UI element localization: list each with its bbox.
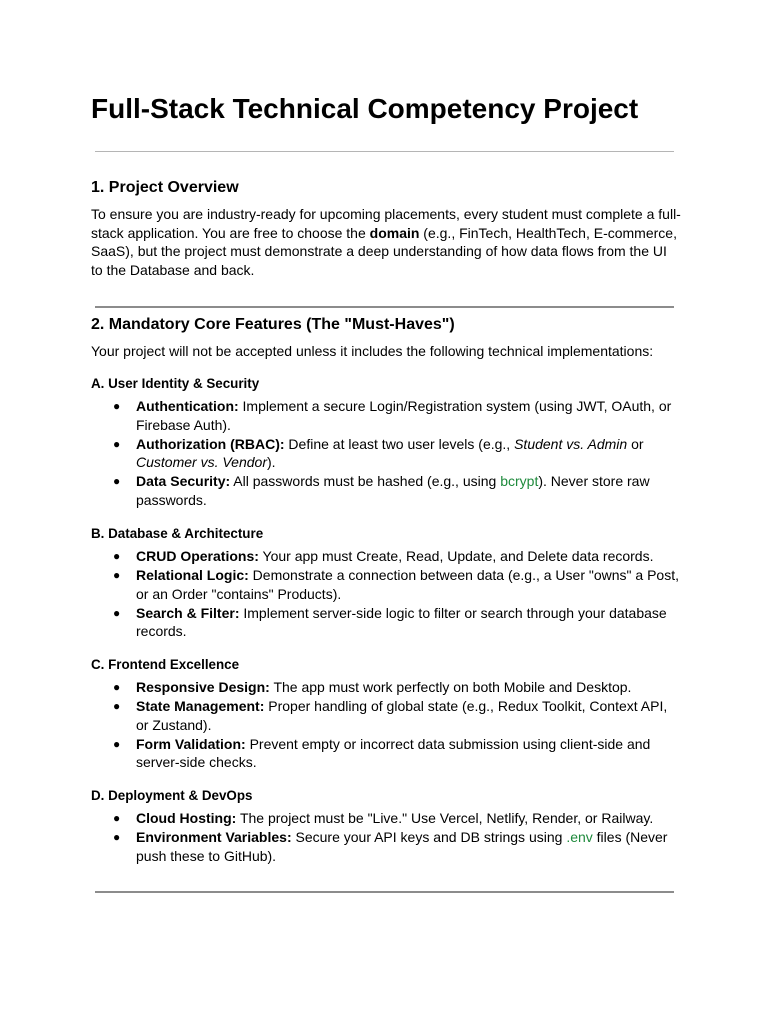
subheading-frontend-excellence: C. Frontend Excellence: [91, 657, 240, 672]
list-item: [0, 604, 681, 641]
overview-text-1: To ensure you are industry-ready for upcoming placements, every student must complete a full-stack application. You are free to choose the: [91, 206, 681, 241]
item-label: CRUD Operations:: [136, 548, 259, 564]
bullet-icon: ●: [113, 436, 121, 451]
list-database-architecture: [0, 547, 681, 641]
item-text: Prevent empty or incorrect data submission using client-side and server-side checks.: [136, 735, 651, 771]
item-label: Search & Filter:: [136, 604, 240, 621]
section-heading-features: 2. Mandatory Core Features (The "Must-Haves"): [91, 316, 455, 333]
list-item: [0, 697, 681, 734]
bullet-icon: ●: [113, 699, 121, 713]
item-text: The project must be "Live." Use Vercel, Netlify, Render, or Railway.: [236, 810, 654, 826]
bullet-icon: ●: [113, 830, 121, 844]
item-label: State Management:: [136, 698, 265, 714]
item-text: Define at least two user levels (e.g.,: [284, 435, 515, 452]
item-text: Implement server-side logic to filter or search through your database records.: [136, 604, 667, 640]
subheading-identity-security: A. User Identity & Security: [91, 376, 260, 391]
section-heading-overview: 1. Project Overview: [91, 179, 239, 196]
list-item: [0, 397, 681, 434]
bullet-icon: ●: [113, 605, 121, 620]
item-label: Relational Logic:: [136, 567, 249, 583]
list-item: [0, 735, 681, 772]
item-label: Responsive Design:: [136, 679, 270, 695]
item-text: ). Never store raw passwords.: [136, 473, 650, 509]
item-italic: Customer vs. Vendor: [136, 454, 267, 471]
subheading-database-architecture: B. Database & Architecture: [91, 526, 264, 541]
item-text: Proper handling of global state (e.g., Redux Toolkit, Context API, or Zustand).: [136, 698, 668, 733]
item-label: Form Validation:: [136, 735, 246, 752]
bullet-icon: ●: [113, 474, 121, 489]
item-text: files (Never push these to GitHub).: [136, 829, 668, 864]
divider-bottom: [95, 891, 674, 893]
list-identity-security: [0, 397, 681, 510]
item-text: Secure your API keys and DB strings using: [291, 829, 567, 845]
item-label: Environment Variables:: [136, 829, 292, 845]
item-italic: Student vs. Admin: [514, 435, 628, 452]
item-text: The app must work perfectly on both Mobile and Desktop.: [269, 679, 632, 695]
overview-paragraph: [91, 205, 681, 280]
code-env: .env: [566, 829, 593, 845]
bullet-icon: ●: [113, 568, 121, 582]
item-label: Authorization (RBAC):: [136, 435, 285, 452]
item-text: Implement a secure Login/Registration system (using JWT, OAuth, or Firebase Auth).: [136, 398, 672, 433]
features-intro: Your project will not be accepted unless it includes the following technical implementations:: [91, 343, 654, 359]
bullet-icon: ●: [113, 736, 121, 751]
overview-text-2: (e.g., FinTech, HealthTech, E-commerce, SaaS), but the project must demonstrate a deep understanding of how data flows from the UI to the Database and back.: [91, 224, 677, 279]
overview-domain-bold: domain: [369, 224, 420, 241]
document-title: Full-Stack Technical Competency Project: [91, 93, 639, 124]
list-deployment-devops: [0, 809, 681, 865]
list-item: [0, 566, 681, 603]
item-text: or: [627, 435, 644, 452]
bullet-icon: ●: [113, 680, 121, 694]
divider-top: [95, 151, 674, 152]
list-item: [0, 678, 681, 697]
item-text: Your app must Create, Read, Update, and Delete data records.: [258, 548, 654, 564]
bullet-icon: ●: [113, 811, 121, 825]
divider-middle: [95, 306, 674, 308]
code-bcrypt: bcrypt: [500, 473, 539, 490]
list-frontend-excellence: [0, 678, 681, 772]
item-label: Authentication:: [136, 398, 239, 414]
item-label: Cloud Hosting:: [136, 810, 237, 826]
list-item: [0, 472, 681, 509]
item-label: Data Security:: [136, 473, 231, 490]
item-text: ).: [266, 454, 276, 471]
subheading-deployment-devops: D. Deployment & DevOps: [91, 788, 253, 803]
bullet-icon: ●: [113, 399, 121, 413]
item-text: Demonstrate a connection between data (e.g., a User "owns" a Post, or an Order "contains" Products).: [136, 567, 679, 602]
list-item: [0, 809, 681, 828]
list-item: [0, 828, 681, 865]
list-item: [0, 547, 681, 566]
bullet-icon: ●: [113, 549, 121, 563]
list-item: [0, 435, 681, 472]
item-text: All passwords must be hashed (e.g., using: [230, 473, 501, 490]
